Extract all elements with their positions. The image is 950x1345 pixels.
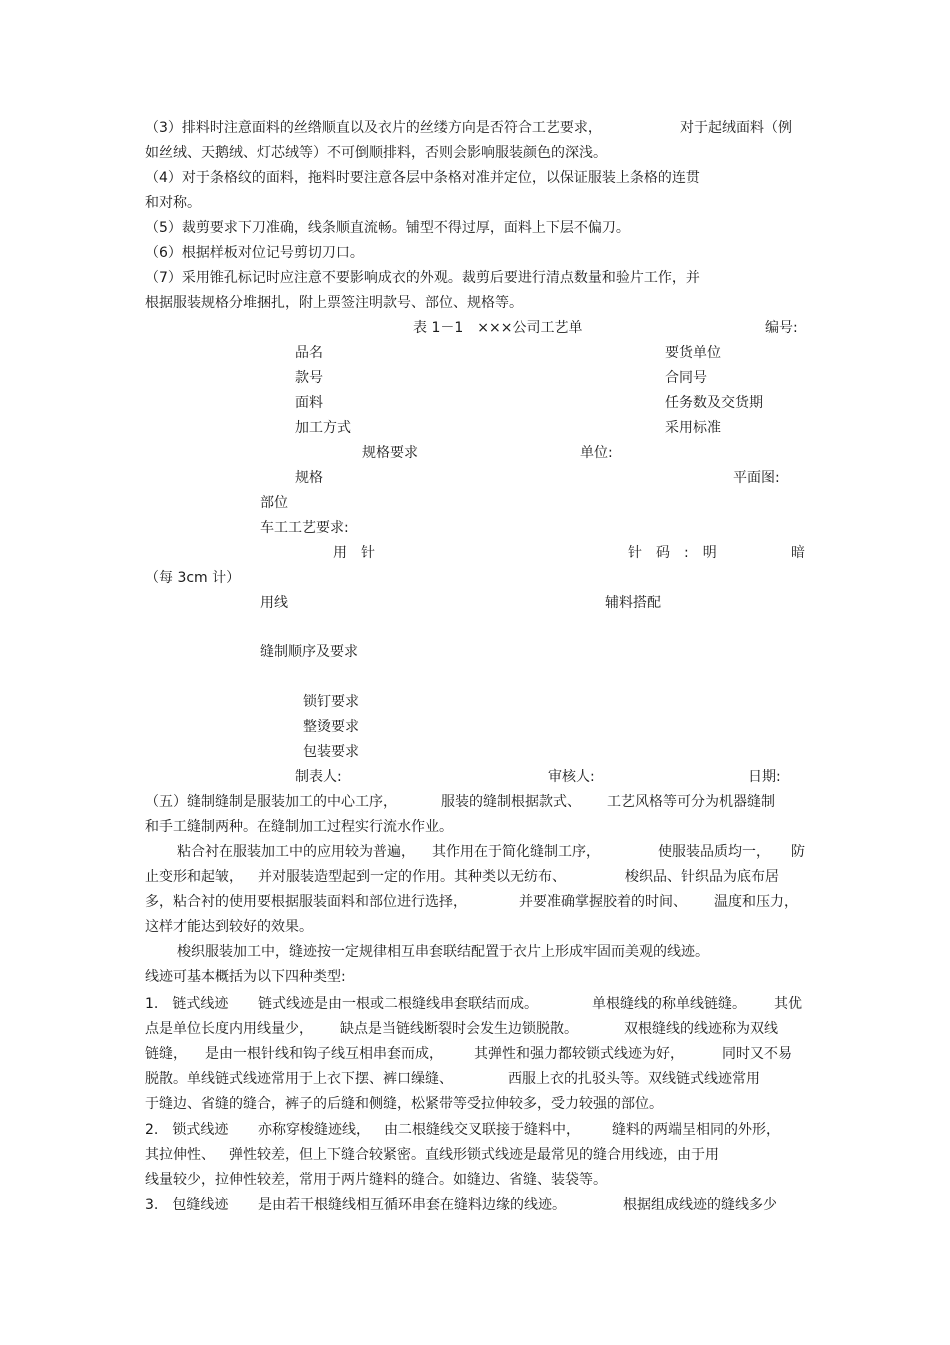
para-5: （5）裁剪要求下刀准确，线条顺直流畅。铺型不得过厚，面料上下层不偏刀。 [145, 220, 630, 236]
lock-stitch-line-2a: 其拉伸性、 [145, 1147, 215, 1163]
form-needle: 用 针 [333, 545, 375, 561]
form-spec: 规格 [295, 470, 323, 486]
form-number-label: 编号: [765, 320, 798, 336]
form-sewing-order: 缝制顺序及要求 [260, 644, 358, 660]
form-processing-method: 加工方式 [295, 420, 351, 436]
chain-stitch-line-2c: 双根缝线的线迹称为双线 [624, 1021, 778, 1037]
para-3-line-1b: 对于起绒面料（例 [680, 120, 792, 136]
interlining-line-2b: 并对服装造型起到一定的作用。其种类以无纺布、 [258, 869, 566, 885]
form-product-name: 品名 [295, 345, 323, 361]
para-4-line-2: 和对称。 [145, 195, 201, 211]
form-sewing-requirements: 车工工艺要求: [260, 520, 349, 536]
stitch-intro-line-2: 线迹可基本概括为以下四种类型: [145, 969, 346, 985]
para-7-line-1: （7）采用锥孔标记时应注意不要影响成衣的外观。裁剪后要进行清点数量和验片工作，并 [145, 270, 700, 286]
form-stitch-density: 针 码 : 明 [628, 545, 717, 561]
form-task-delivery: 任务数及交货期 [665, 395, 763, 411]
chain-stitch-line-1c: 单根缝线的称单线链缝。 [592, 996, 746, 1012]
chain-stitch-line-3b: 是由一根针线和钩子线互相串套而成， [205, 1046, 443, 1062]
form-plan-view: 平面图: [733, 470, 780, 486]
form-spec-requirements: 规格要求 [362, 445, 418, 461]
para-6: （6）根据样板对位记号剪切刀口。 [145, 245, 364, 261]
interlining-line-1b: 其作用在于简化缝制工序， [432, 844, 600, 860]
form-ordering-unit: 要货单位 [665, 345, 721, 361]
stitch-intro-line-1: 梭织服装加工中，缝迹按一定规律相互串套联结配置于衣片上形成牢固而美观的线迹。 [177, 944, 709, 960]
chain-stitch-heading: 1. 链式线迹 [145, 996, 229, 1012]
lock-stitch-line-3: 线量较少，拉伸性较差，常用于两片缝料的缝合。如缝边、省缝、装袋等。 [145, 1172, 607, 1188]
lock-stitch-heading: 2. 锁式线迹 [145, 1122, 229, 1138]
lock-stitch-line-1d: 缝料的两端呈相同的外形， [612, 1122, 780, 1138]
form-contract-no: 合同号 [665, 370, 707, 386]
lock-stitch-line-1b: 亦称穿梭缝迹线， [258, 1122, 370, 1138]
overlock-stitch-heading: 3. 包缝线迹 [145, 1197, 229, 1213]
chain-stitch-line-3c: 其弹性和强力都较锁式线迹为好， [474, 1046, 684, 1062]
chain-stitch-line-2b: 缺点是当链线断裂时会发生边锁脱散。 [340, 1021, 578, 1037]
form-button-requirements: 锁钉要求 [303, 694, 359, 710]
interlining-line-3c: 温度和压力， [714, 894, 798, 910]
form-part: 部位 [260, 495, 288, 511]
chain-stitch-line-4b: 西服上衣的扎驳头等。双线链式线迹常用 [508, 1071, 760, 1087]
section-5-line-2: 和手工缝制两种。在缝制加工过程实行流水作业。 [145, 819, 453, 835]
chain-stitch-line-3a: 链缝， [145, 1046, 187, 1062]
interlining-line-1d: 防 [791, 844, 805, 860]
interlining-line-4: 这样才能达到较好的效果。 [145, 919, 313, 935]
form-title: 表 1－1 ×××公司工艺单 [413, 320, 583, 336]
form-ironing-requirements: 整烫要求 [303, 719, 359, 735]
form-per-3cm: （每 3cm 计） [145, 570, 241, 586]
form-thread: 用线 [260, 595, 288, 611]
form-packing-requirements: 包装要求 [303, 744, 359, 760]
interlining-line-2c: 梭织品、针织品为底布居 [625, 869, 779, 885]
interlining-line-3a: 多，粘合衬的使用要根据服装面料和部位进行选择， [145, 894, 467, 910]
interlining-line-2a: 止变形和起皱， [145, 869, 243, 885]
form-unit-label: 单位: [580, 445, 613, 461]
chain-stitch-line-1b: 链式线迹是由一根或二根缝线串套联结而成。 [258, 996, 538, 1012]
interlining-line-3b: 并要准确掌握胶着的时间、 [519, 894, 687, 910]
para-4-line-1: （4）对于条格纹的面料，拖料时要注意各层中条格对准并定位，以保证服装上条格的连贯 [145, 170, 700, 186]
form-reviewed-by: 审核人: [548, 769, 595, 785]
chain-stitch-line-5: 于缝边、省缝的缝合，裤子的后缝和侧缝，松紧带等受拉伸较多，受力较强的部位。 [145, 1096, 663, 1112]
lock-stitch-line-1c: 由二根缝线交叉联接于缝料中， [384, 1122, 580, 1138]
para-3-line-2: 如丝绒、天鹅绒、灯芯绒等）不可倒顺排料，否则会影响服装颜色的深浅。 [145, 145, 607, 161]
chain-stitch-line-3d: 同时又不易 [722, 1046, 792, 1062]
form-prepared-by: 制表人: [295, 769, 342, 785]
form-standard: 采用标准 [665, 420, 721, 436]
para-7-line-2: 根据服装规格分堆捆扎，附上票签注明款号、部位、规格等。 [145, 295, 523, 311]
section-5-line-1a: （五）缝制缝制是服装加工的中心工序， [145, 794, 397, 810]
form-fabric: 面料 [295, 395, 323, 411]
overlock-stitch-line-1b: 是由若干根缝线相互循环串套在缝料边缘的线迹。 [258, 1197, 566, 1213]
chain-stitch-line-1d: 其优 [774, 996, 802, 1012]
para-3-line-1a: （3）排料时注意面料的丝绺顺直以及衣片的丝缕方向是否符合工艺要求， [145, 120, 602, 136]
form-date: 日期: [748, 769, 781, 785]
form-accessories: 辅料搭配 [605, 595, 661, 611]
interlining-line-1c: 使服装品质均一， [658, 844, 770, 860]
overlock-stitch-line-1c: 根据组成线迹的缝线多少 [623, 1197, 777, 1213]
chain-stitch-line-2a: 点是单位长度内用线量少， [145, 1021, 313, 1037]
lock-stitch-line-2b: 弹性较差，但上下缝合较紧密。直线形锁式线迹是最常见的缝合用线迹，由于用 [229, 1147, 719, 1163]
chain-stitch-line-4a: 脱散。单线链式线迹常用于上衣下摆、裤口缲缝、 [145, 1071, 453, 1087]
form-hidden-stitch: 暗 [791, 545, 805, 561]
section-5-line-1c: 工艺风格等可分为机器缝制 [607, 794, 775, 810]
interlining-line-1a: 粘合衬在服装加工中的应用较为普遍， [177, 844, 415, 860]
section-5-line-1b: 服装的缝制根据款式、 [441, 794, 581, 810]
form-style-no: 款号 [295, 370, 323, 386]
